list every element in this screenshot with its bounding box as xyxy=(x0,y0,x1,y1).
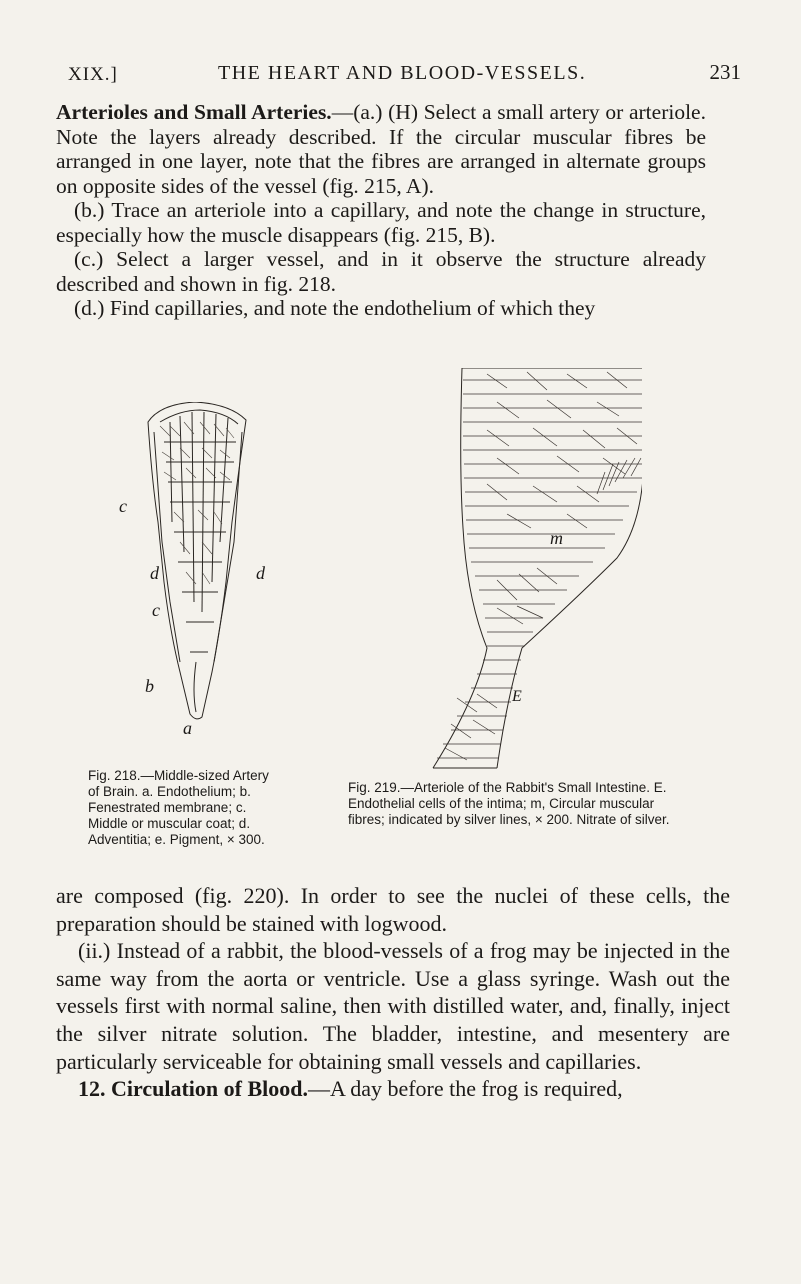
circulation-text: —A day before the frog is required, xyxy=(308,1076,623,1102)
step-a-text: —(a.) (H) Select a small artery or arteriole. Note the layers already described. If the circular muscular fibres be arranged in one layer, note that the fibres are arranged in alternate groups on opposite sides of the vessel (fig. 215, A). xyxy=(56,100,706,198)
figure-219-illustration xyxy=(347,368,642,776)
body-text xyxy=(56,882,730,1103)
fig219-caption-number: Fig. 219. xyxy=(348,780,401,795)
fig218-caption-text: —Middle-sized Artery of Brain. a. Endothelium; b. Fenestrated membrane; c. Middle or muscular coat; d. Adventitia; e. Pigment, × 300. xyxy=(88,768,269,847)
fig218-caption-number: Fig. 218. xyxy=(88,768,141,783)
step-c-text: (c.) Select a larger vessel, and in it observe the structure already described and shown in fig. 218. xyxy=(56,247,706,296)
running-title: THE HEART AND BLOOD-VESSELS. xyxy=(218,62,587,84)
fig219-label-E: E xyxy=(512,688,522,705)
figure-218-caption xyxy=(88,768,273,848)
fig218-label-b: b xyxy=(145,676,154,696)
page-header xyxy=(68,60,741,94)
body-paragraph-3 xyxy=(56,1075,730,1103)
circulation-heading: 12. Circulation of Blood. xyxy=(78,1076,309,1102)
figure-218-illustration xyxy=(140,402,250,722)
intro-paragraph xyxy=(56,100,706,321)
chapter-marker: XIX.] xyxy=(68,64,118,85)
figure-219-caption xyxy=(348,780,678,828)
section-heading: Arterioles and Small Arteries. xyxy=(56,100,332,124)
fig219-label-m: m xyxy=(550,528,563,548)
step-d-text: (d.) Find capillaries, and note the endothelium of which they xyxy=(74,296,596,320)
page-number: 231 xyxy=(709,60,741,84)
fig218-label-a: a xyxy=(183,718,192,738)
body-paragraph-2: (ii.) Instead of a rabbit, the blood-vessels of a frog may be injected in the same way from the aorta or ventricle. Use a glass syringe. Wash out the vessels first with normal saline, then with distilled water, and, finally, inject the silver nitrate solution. The bladder, intestine, and mesentery are particularly serviceable for obtaining small vessels and capillaries. xyxy=(56,938,730,1074)
fig218-label-d-right: d xyxy=(256,563,265,583)
step-b-text: (b.) Trace an arteriole into a capillary, and note the change in structure, especially how the muscle disappears (fig. 215, B). xyxy=(56,198,706,247)
body-paragraph-1: are composed (fig. 220). In order to see the nuclei of these cells, the preparation should be stained with logwood. xyxy=(56,883,730,936)
fig219-caption-text: —Arteriole of the Rabbit's Small Intestine. E. Endothelial cells of the intima; m, Circular muscular fibres; indicated by silver lines, × 200. Nitrate of silver. xyxy=(348,780,670,827)
fig218-label-d-left: d xyxy=(150,563,159,583)
fig218-label-c: c xyxy=(119,496,127,516)
fig218-label-c-lower: c xyxy=(152,600,160,620)
